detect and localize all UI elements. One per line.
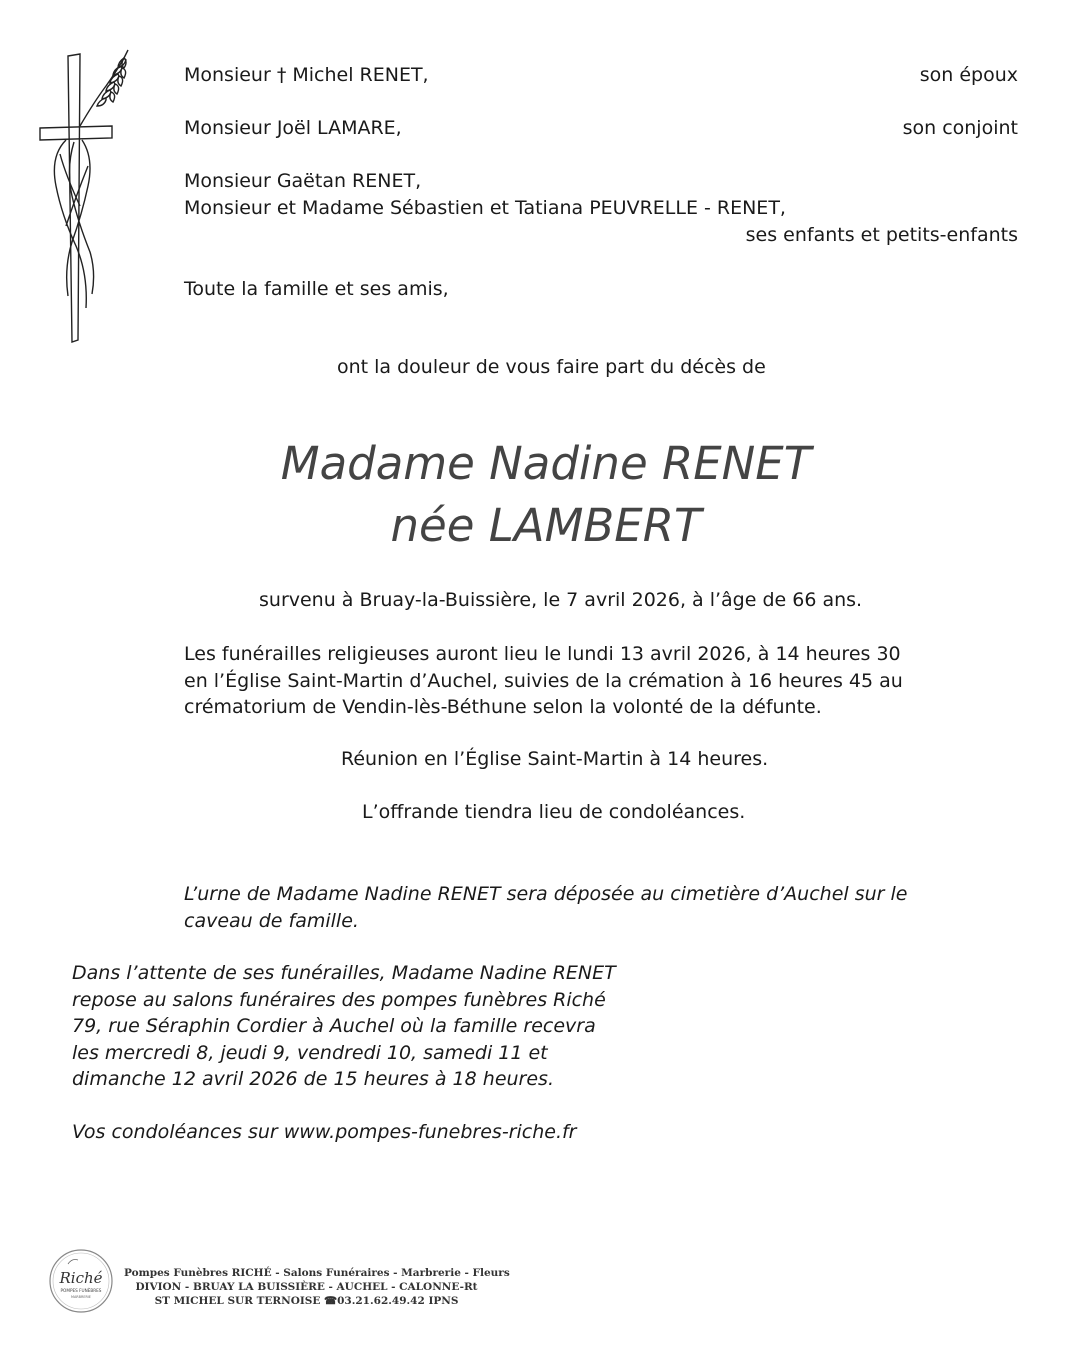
announcement-text: ont la douleur de vous faire part du décès de [337,356,766,378]
deceased-maiden-name: née LAMBERT [390,499,702,552]
urn-details [184,881,907,934]
funeral-line: Les funérailles religieuses auront lieu le lundi 13 avril 2026, à 14 heures 30 [184,643,901,665]
visitation-line: les mercredi 8, jeudi 9, vendredi 10, samedi 11 et [72,1041,548,1064]
cross-wheat-icon [36,46,132,346]
death-info: survenu à Bruay-la-Buissière, le 7 avril 2026, à l’âge de 66 ans. [259,589,863,611]
partner-name: Monsieur Joël LAMARE, [184,117,402,139]
friends-row [184,278,1018,304]
urn-line: caveau de famille. [184,909,359,932]
partner-relation: son conjoint [902,117,1018,139]
meeting-text: Réunion en l’Église Saint-Martin à 14 heures. [341,748,769,770]
funeral-line: en l’Église Saint-Martin d’Auchel, suivies de la crémation à 16 heures 45 au [184,669,903,692]
visitation-line: dimanche 12 avril 2026 de 15 heures à 18 heures. [72,1068,554,1090]
children-relation: ses enfants et petits-enfants [745,224,1018,246]
riche-logo [48,1248,114,1314]
child-name-1: Monsieur Gaëtan RENET, [184,170,422,192]
visitation-line: Dans l’attente de ses funérailles, Madame Nadine RENET [72,962,616,984]
footer-line: DIVION - BRUAY LA BUISSIÈRE - AUCHEL - CALONNE-Rt [135,1281,478,1293]
offering-text: L’offrande tiendra lieu de condoléances. [362,801,746,823]
family-row-spouse [184,64,1018,90]
children-line-2 [184,197,1018,223]
visitation-line: 79, rue Séraphin Cordier à Auchel où la famille recevra [72,1015,596,1037]
children-relation-row [184,224,1018,250]
deceased-name: Madame Nadine RENET [280,437,812,490]
logo-name: Riché [59,1269,103,1287]
friends-text: Toute la famille et ses amis, [184,278,449,300]
funeral-line: crématorium de Vendin-lès-Béthune selon la volonté de la défunte. [184,696,822,718]
footer-info [124,1266,510,1308]
footer-line: Pompes Funèbres RICHÉ - Salons Funéraires - Marbrerie - Fleurs [124,1267,510,1279]
logo-subtitle: POMPES FUNÈBRES [60,1288,102,1293]
visitation-details [72,960,616,1093]
urn-line: L’urne de Madame Nadine RENET sera déposée au cimetière d’Auchel sur le [184,883,908,905]
family-row-partner [184,117,1018,143]
condolences-link[interactable]: Vos condoléances sur www.pompes-funebres-riche.fr [72,1121,577,1143]
children-line-1 [184,170,1018,196]
logo-subtitle-2: MARBRERIE [71,1295,91,1299]
child-name-2: Monsieur et Madame Sébastien et Tatiana PEUVRELLE - RENET, [184,197,786,219]
funeral-details [184,641,903,721]
visitation-line: repose au salons funéraires des pompes funèbres Riché [72,988,606,1011]
footer-line: ST MICHEL SUR TERNOISE ☎03.21.62.49.42 IPNS [154,1295,459,1307]
spouse-relation: son époux [919,64,1018,86]
spouse-name: Monsieur † Michel RENET, [184,64,429,86]
